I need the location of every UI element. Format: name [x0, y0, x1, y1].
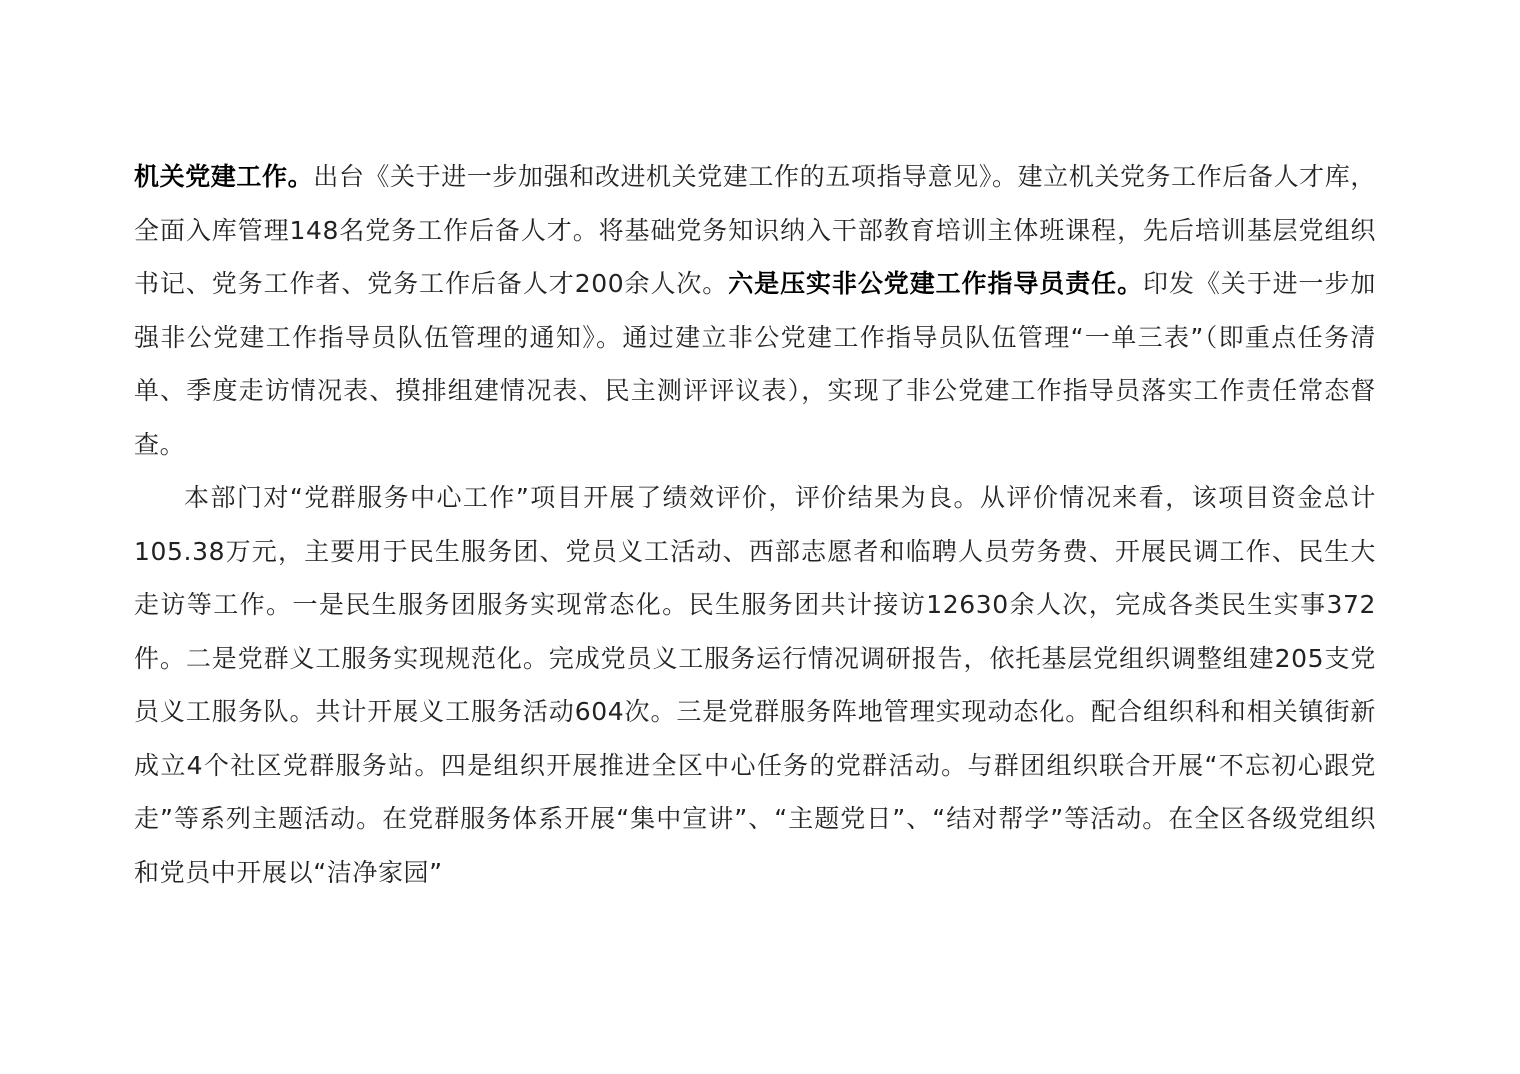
document-body	[134, 150, 1376, 899]
paragraph-2	[134, 471, 1376, 899]
paragraph-1-text-2: 印发《关于进一步加强非公党建工作指导员队伍管理的通知》。通过建立非公党建工作指导员队伍管理“一单三表”（即重点任务清单、季度走访情况表、摸排组建情况表、民主测评评议表），实现了非公党建工作指导员落实工作责任常态督查。	[134, 269, 1377, 459]
bold-heading-1: 机关党建工作。	[134, 162, 314, 191]
paragraph-1	[134, 150, 1376, 471]
bold-heading-2: 六是压实非公党建工作指导员责任。	[728, 269, 1144, 298]
paragraph-2-text: 本部门对“党群服务中心工作”项目开展了绩效评价，评价结果为良。从评价情况来看，该项目资金总计105.38万元，主要用于民生服务团、党员义工活动、西部志愿者和临聘人员劳务费、开展民调工作、民生大走访等工作。一是民生服务团服务实现常态化。民生服务团共计接访12630余人次，完成各类民生实事372件。二是党群义工服务实现规范化。完成党员义工服务运行情况调研报告，依托基层党组织调整组建205支党员义工服务队。共计开展义工服务活动604次。三是党群服务阵地管理实现动态化。配合组织科和相关镇街新成立4个社区党群服务站。四是组织开展推进全区中心任务的党群活动。与群团组织联合开展“不忘初心跟党走”等系列主题活动。在党群服务体系开展“集中宣讲”、“主题党日”、“结对帮学”等活动。在全区各级党组织和党员中开展以“洁净家园”	[134, 483, 1376, 887]
paragraph-1-text-1: 出台《关于进一步加强和改进机关党建工作的五项指导意见》。建立机关党务工作后备人才库，全面入库管理148名党务工作后备人才。将基础党务知识纳入干部教育培训主体班课程，先后培训基层党组织书记、党务工作者、党务工作后备人才200余人次。	[134, 162, 1376, 298]
